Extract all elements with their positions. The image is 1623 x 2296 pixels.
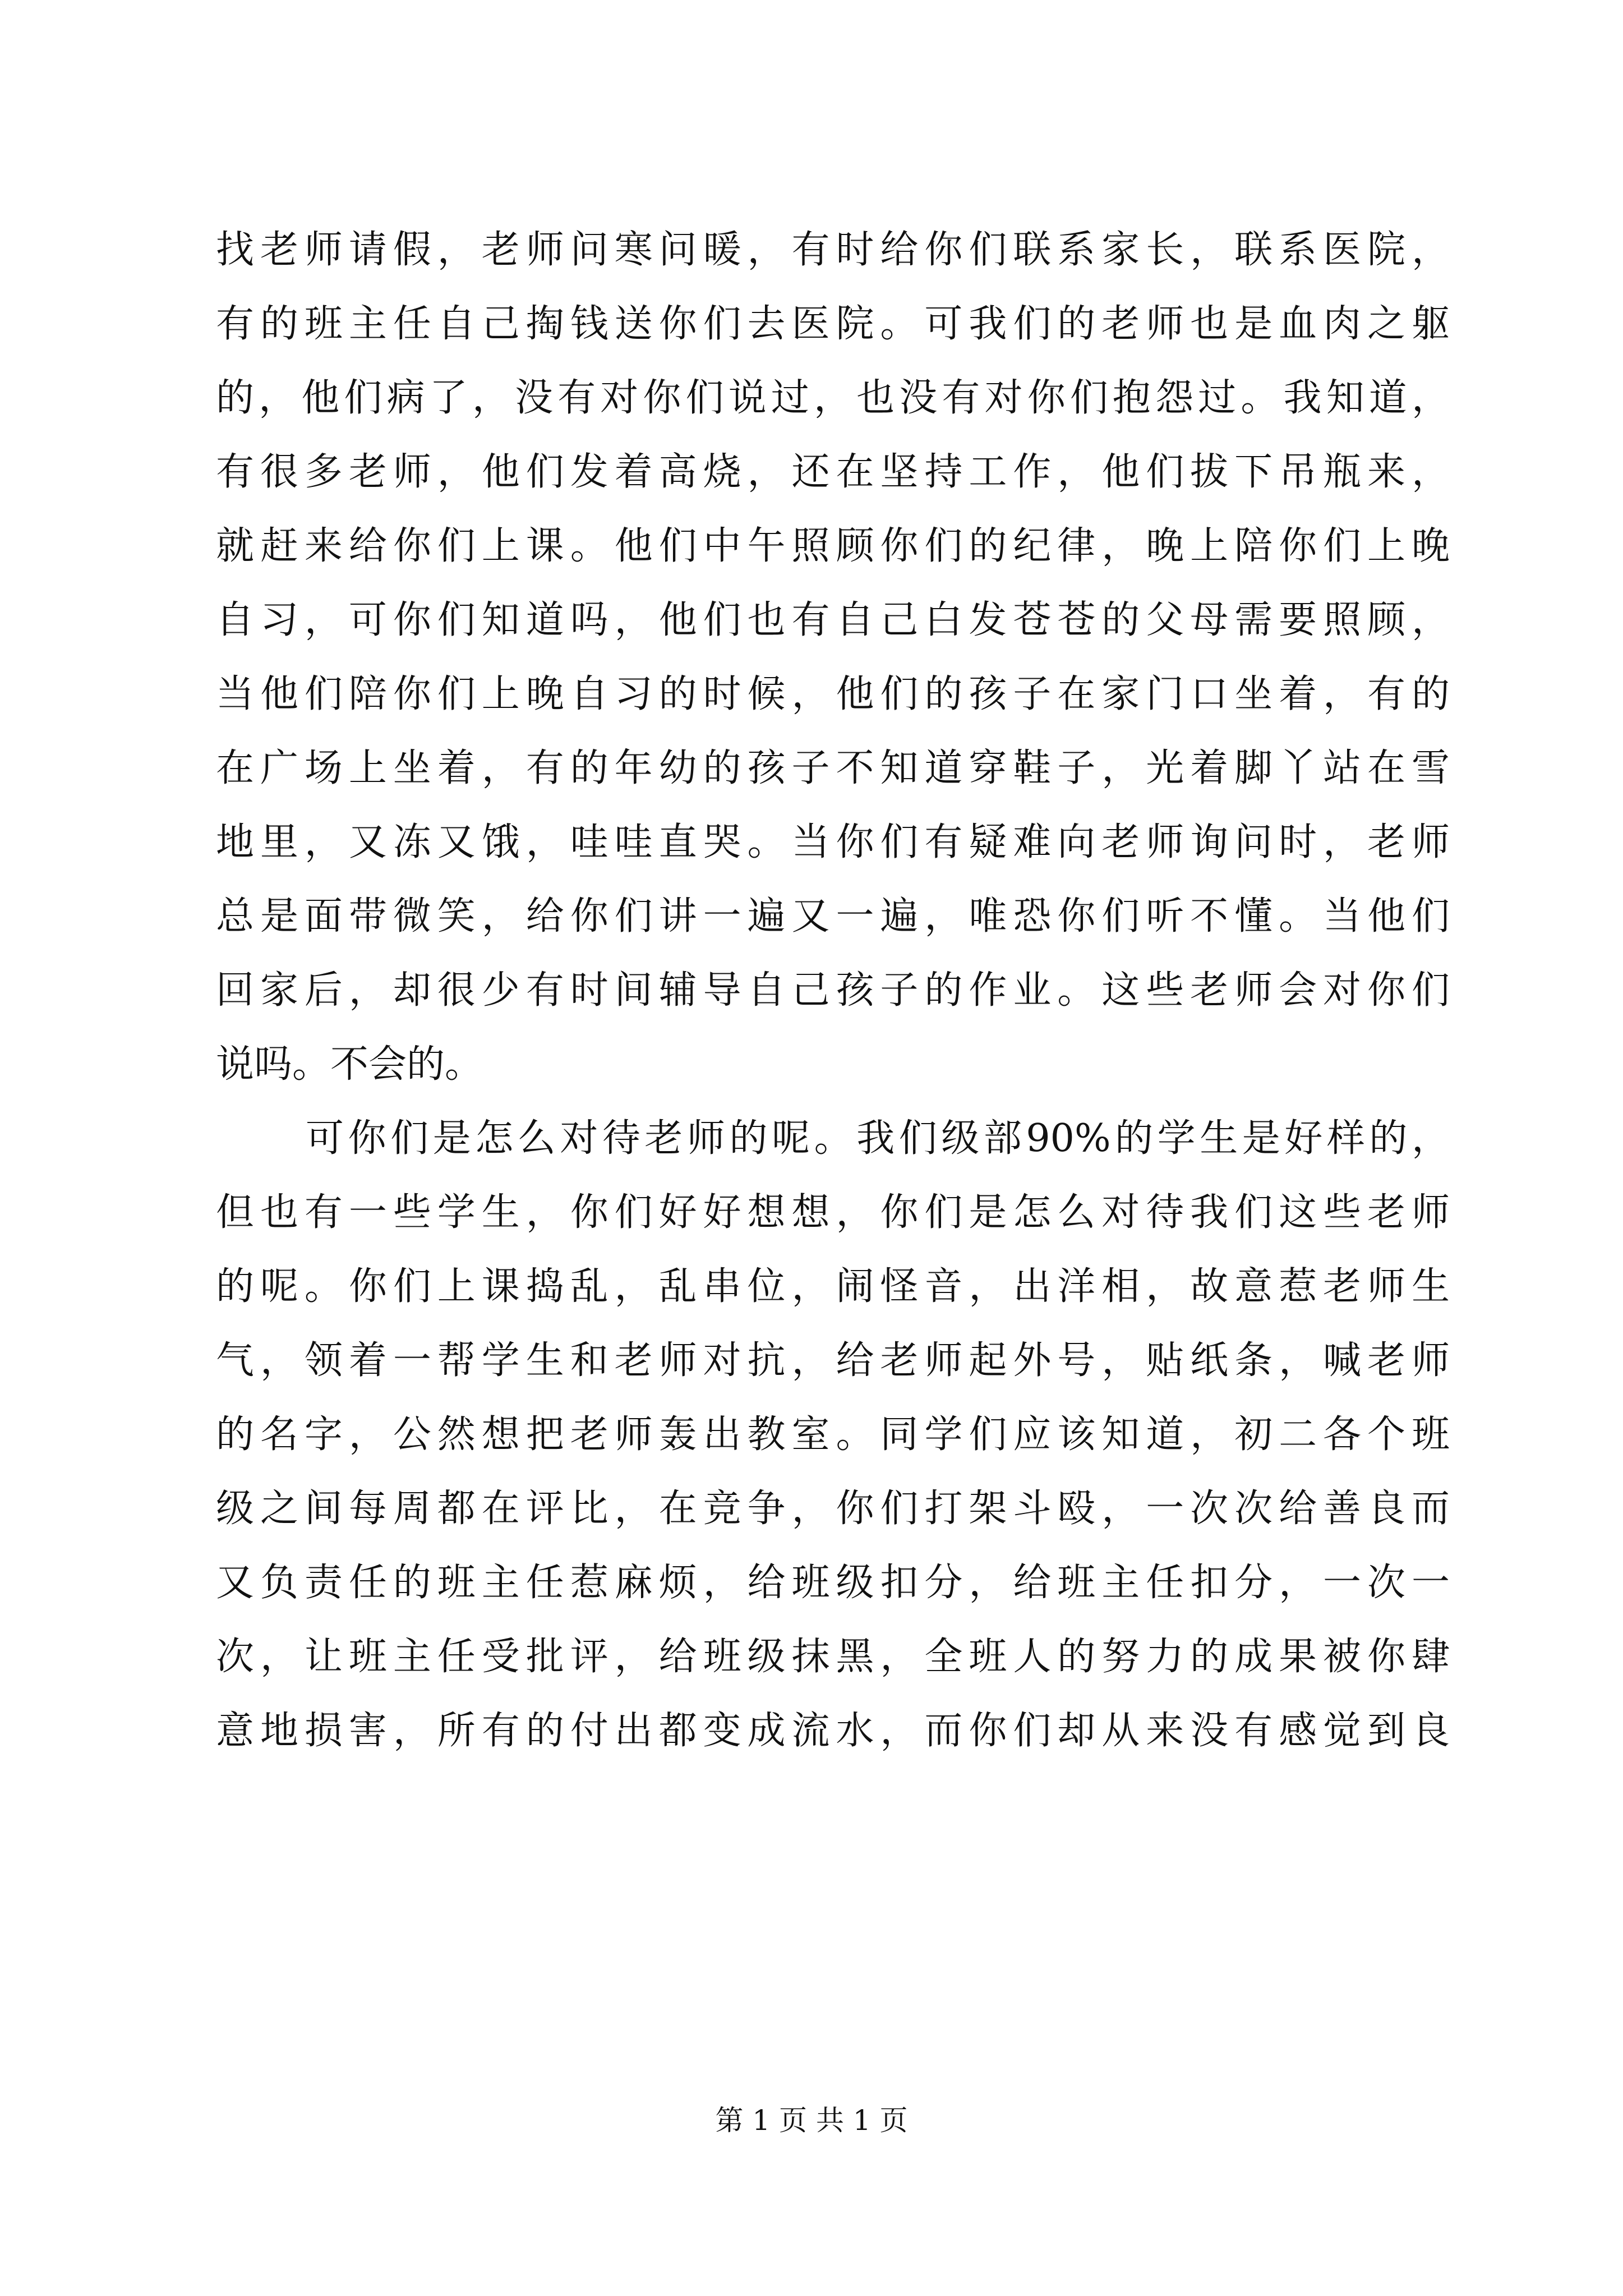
text-line: 回家后，却很少有时间辅导自己孩子的作业。这些老师会对你们 <box>216 968 1450 1013</box>
text-line: 说吗。不会的。 <box>216 1042 483 1087</box>
text-line: 次，让班主任受批评，给班级抹黑，全班人的努力的成果被你肆 <box>216 1635 1450 1679</box>
text-line: 的名字，公然想把老师轰出教室。同学们应该知道，初二各个班 <box>216 1412 1450 1457</box>
text-line: 气，领着一帮学生和老师对抗，给老师起外号，贴纸条，喊老师 <box>216 1338 1450 1383</box>
text-line: 当他们陪你们上晚自习的时候，他们的孩子在家门口坐着，有的 <box>216 672 1450 716</box>
text-line: 地里，又冻又饿，哇哇直哭。当你们有疑难向老师询问时，老师 <box>216 820 1450 864</box>
text-line: 又负责任的班主任惹麻烦，给班级扣分，给班主任扣分，一次一 <box>216 1561 1450 1605</box>
text-line: 级之间每周都在评比，在竞争，你们打架斗殴，一次次给善良而 <box>216 1487 1450 1531</box>
text-line: 的呢。你们上课捣乱，乱串位，闹怪音，出洋相，故意惹老师生 <box>216 1264 1450 1309</box>
text-line: 在广场上坐着，有的年幼的孩子不知道穿鞋子，光着脚丫站在雪 <box>216 746 1450 790</box>
text-line: 有很多老师，他们发着高烧，还在坚持工作，他们拔下吊瓶来， <box>216 450 1450 494</box>
text-line: 但也有一些学生，你们好好想想，你们是怎么对待我们这些老师 <box>216 1190 1450 1235</box>
text-line: 总是面带微笑，给你们讲一遍又一遍，唯恐你们听不懂。当他们 <box>216 894 1450 938</box>
text-line: 就赶来给你们上课。他们中午照顾你们的纪律，晚上陪你们上晚 <box>216 524 1450 568</box>
text-line: 自习，可你们知道吗，他们也有自己白发苍苍的父母需要照顾， <box>216 598 1450 642</box>
text-line: 有的班主任自己掏钱送你们去医院。可我们的老师也是血肉之躯 <box>216 302 1450 346</box>
text-line: 意地损害，所有的付出都变成流水，而你们却从来没有感觉到良 <box>216 1709 1450 1753</box>
text-line: 的，他们病了，没有对你们说过，也没有对你们抱怨过。我知道， <box>216 376 1450 420</box>
text-line: 找老师请假，老师问寒问暖，有时给你们联系家长，联系医院， <box>216 228 1450 272</box>
text-line-indented: 可你们是怎么对待老师的呢。我们级部90%的学生是好样的， <box>306 1116 1450 1161</box>
page-number-footer: 第 1 页 共 1 页 <box>715 2104 908 2137</box>
